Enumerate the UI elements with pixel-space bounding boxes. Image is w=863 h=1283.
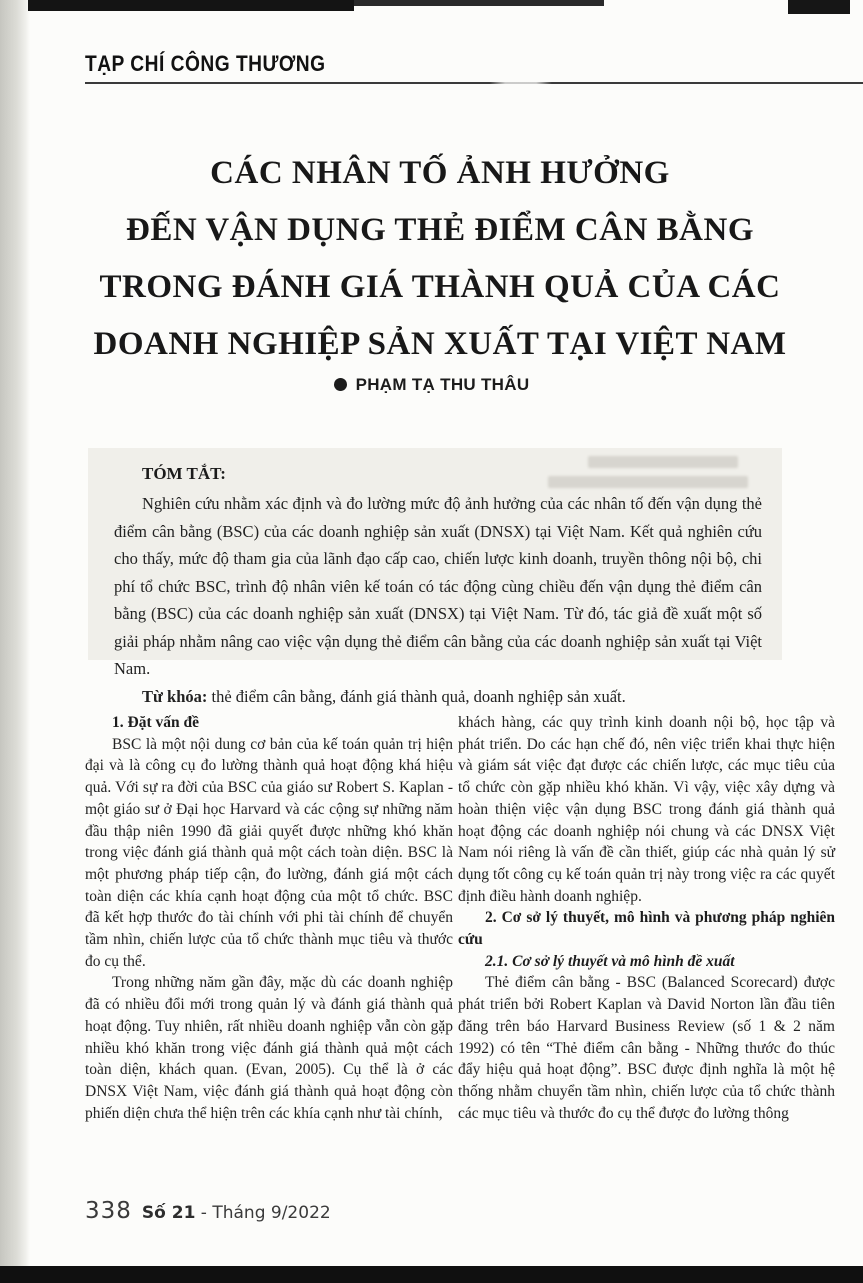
issue-date: - Tháng 9/2022 bbox=[195, 1203, 331, 1223]
page-number: 338 bbox=[85, 1198, 132, 1224]
abstract-keywords bbox=[114, 683, 762, 711]
title-line-2: ĐẾN VẬN DỤNG THẺ ĐIỂM CÂN BẰNG bbox=[126, 212, 754, 248]
title-line-3: TRONG ĐÁNH GIÁ THÀNH QUẢ CỦA CÁC bbox=[99, 269, 781, 305]
bottom-border-bar bbox=[0, 1266, 863, 1283]
page-footer bbox=[85, 1198, 331, 1224]
section-heading-2: 2. Cơ sở lý thuyết, mô hình và phương pháp nghiên cứu bbox=[458, 909, 835, 949]
article-title bbox=[60, 145, 820, 373]
body-column-left bbox=[85, 712, 453, 1124]
body-paragraph: Trong những năm gần đây, mặc dù các doanh nghiệp đã có nhiều đổi mới trong quản lý và đánh giá thành quả hoạt động. Tuy nhiên, rất nhiều doanh nghiệp vẫn còn gặp nhiều khó khăn trong việc đánh giá thành quả một cách toàn diện, khách quan. (Evan, 2005). Cụ thể là ở các DNSX Việt Nam, việc đánh giá thành quả hoạt động còn phiến diện chưa thể hiện trên các khía cạnh như tài chính, bbox=[85, 974, 453, 1122]
section-heading-2-1: 2.1. Cơ sở lý thuyết và mô hình đề xuất bbox=[485, 952, 735, 970]
author-bullet-icon bbox=[334, 378, 347, 391]
body-paragraph: BSC là một nội dung cơ bản của kế toán quản trị hiện đại và là công cụ đo lường thành quả hoạt động khá hiệu quả. Với sự ra đời của BSC của giáo sư Robert S. Kaplan - một giáo sư ở Đại học Harvard và các cộng sự những năm đầu thập niên 1990 đã giải quyết được những khó khăn trong việc đánh giá thành quả một cách toàn diện. BSC là một phương pháp tiếp cận, đo lường, đánh giá một cách toàn diện các khía cạnh hoạt động của một tổ chức. BSC đã kết hợp thước đo tài chính với phi tài chính để chuyển tầm nhìn, chiến lược của tổ chức thành mục tiêu và thước đo cụ thể. bbox=[85, 735, 453, 970]
keywords-label: Từ khóa: bbox=[142, 686, 208, 706]
body-paragraph: Thẻ điểm cân bằng - BSC (Balanced Scorecard) được phát triển bởi Robert Kaplan và David Norton lần đầu tiên đăng trên báo Harvard Business Review (số 1 & 2 năm 1992) có tên “Thẻ điểm cân bằng - Những thước đo thúc đẩy hiệu quả hoạt động”. BSC được định nghĩa là một hệ thống nhằm chuyển tầm nhìn, chiến lược của tổ chức thành các mục tiêu và thước đo cụ thể được đo lường thông bbox=[458, 974, 835, 1122]
title-line-1: CÁC NHÂN TỐ ẢNH HƯỞNG bbox=[210, 155, 670, 191]
scan-edge-artifact bbox=[0, 0, 30, 1283]
author-name: PHẠM TẠ THU THÂU bbox=[355, 375, 530, 394]
keywords-text: thẻ điểm cân bằng, đánh giá thành quả, doanh nghiệp sản xuất. bbox=[207, 686, 626, 706]
abstract-heading: TÓM TẮT: bbox=[142, 464, 226, 483]
top-right-print-mark bbox=[788, 0, 850, 14]
abstract-box bbox=[88, 448, 782, 706]
body-column-right bbox=[458, 712, 835, 1124]
section-heading-1: 1. Đặt vấn đề bbox=[112, 714, 199, 731]
journal-masthead: TẠP CHÍ CÔNG THƯƠNG bbox=[85, 52, 326, 77]
author-byline bbox=[0, 375, 863, 395]
top-border-bar bbox=[28, 0, 354, 11]
top-border-bar-thin bbox=[354, 0, 604, 6]
abstract-content bbox=[114, 464, 762, 710]
abstract-text: Nghiên cứu nhằm xác định và đo lường mức độ ảnh hưởng của các nhân tố đến vận dụng thẻ điểm cân bằng (BSC) của các doanh nghiệp sản xuất (DNSX) tại Việt Nam. Kết quả nghiên cứu cho thấy, mức độ tham gia của lãnh đạo cấp cao, chiến lược kinh doanh, truyền thông nội bộ, chi phí tổ chức BSC, trình độ nhân viên kế toán có tác động cùng chiều đến vận dụng thẻ điểm cân bằng (BSC) của các doanh nghiệp sản xuất (DNSX) tại Việt Nam. Từ đó, tác giả đề xuất một số giải pháp nhằm nâng cao việc vận dụng thẻ điểm cân bằng của các doanh nghiệp sản xuất tại Việt Nam. bbox=[114, 494, 762, 678]
masthead-rule bbox=[85, 82, 863, 84]
title-line-4: DOANH NGHIỆP SẢN XUẤT TẠI VIỆT NAM bbox=[93, 326, 787, 362]
body-paragraph: khách hàng, các quy trình kinh doanh nội bộ, học tập và phát triển. Do các hạn chế đó, nên việc triển khai thực hiện và giám sát việc đạt được các chiến lược, các mục tiêu của tổ chức còn gặp nhiều khó khăn. Vì vậy, việc xây dựng và hoàn thiện việc vận dụng BSC trong đánh giá thành quả hoạt động các doanh nghiệp nói chung và các DNSX Việt Nam nói riêng là vấn đề cần thiết, giúp các nhà quản lý sử dụng tốt công cụ kế toán quản trị này trong việc ra các quyết định điều hành doanh nghiệp. bbox=[458, 714, 835, 905]
issue-label: Số 21 bbox=[141, 1203, 196, 1223]
